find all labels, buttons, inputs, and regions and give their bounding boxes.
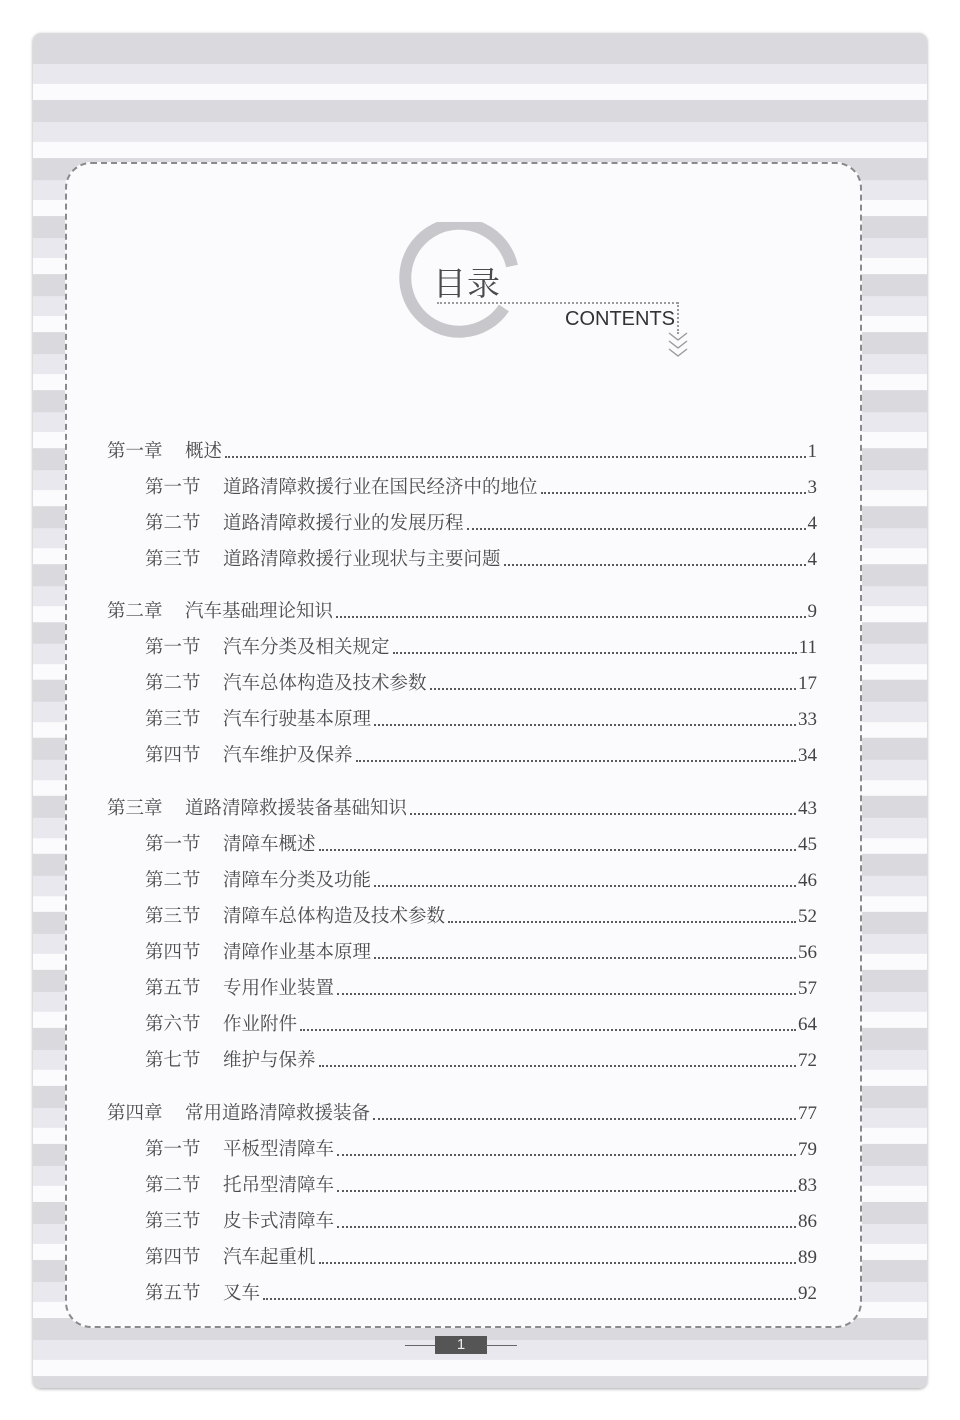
section-title: 平板型清障车	[223, 1139, 335, 1160]
dot-leader	[374, 885, 796, 887]
toc-section[interactable]	[145, 1010, 817, 1036]
section-label: 第七节	[145, 1050, 201, 1071]
toc-section[interactable]	[145, 1135, 817, 1161]
dot-leader	[319, 849, 796, 851]
page-number: 89	[798, 1247, 817, 1268]
section-label: 第四节	[145, 745, 201, 766]
dot-leader	[319, 1065, 796, 1067]
page-number: 92	[798, 1283, 817, 1304]
section-title: 汽车维护及保养	[223, 745, 353, 766]
page-number: 86	[798, 1211, 817, 1232]
toc-chapter-1[interactable]	[107, 437, 817, 463]
toc-section[interactable]	[145, 545, 817, 571]
section-title: 专用作业装置	[223, 978, 335, 999]
dot-leader	[337, 1190, 796, 1192]
section-title: 汽车行驶基本原理	[223, 709, 372, 730]
footer-rule-left	[405, 1345, 437, 1346]
dot-leader	[337, 1154, 796, 1156]
dot-leader	[374, 724, 796, 726]
section-label: 第三节	[145, 709, 201, 730]
section-title: 汽车分类及相关规定	[223, 637, 390, 658]
section-label: 第二节	[145, 1175, 201, 1196]
page-number: 77	[798, 1103, 817, 1124]
page-number: 43	[798, 798, 817, 819]
page-number: 83	[798, 1175, 817, 1196]
dot-leader	[430, 688, 796, 690]
page-number: 64	[798, 1014, 817, 1035]
section-label: 第四节	[145, 942, 201, 963]
page-title: 目录	[433, 264, 501, 303]
page-number: 11	[798, 637, 817, 658]
toc-section[interactable]	[145, 938, 817, 964]
section-label: 第一节	[145, 1139, 201, 1160]
dot-leader	[448, 921, 796, 923]
section-label: 第三节	[145, 549, 201, 570]
section-title: 清障车总体构造及技术参数	[223, 906, 446, 927]
page-number: 33	[798, 709, 817, 730]
page-number: 45	[798, 834, 817, 855]
section-title: 汽车起重机	[223, 1247, 316, 1268]
section-label: 第一节	[145, 834, 201, 855]
toc-section[interactable]	[145, 669, 817, 695]
toc-section[interactable]	[145, 902, 817, 928]
page-subtitle: CONTENTS	[565, 308, 675, 330]
toc-section[interactable]	[145, 1243, 817, 1269]
chapter-label: 第一章	[107, 441, 163, 462]
section-label: 第五节	[145, 1283, 201, 1304]
page-number: 9	[807, 601, 817, 622]
section-title: 道路清障救援行业现状与主要问题	[223, 549, 501, 570]
chapter-title: 汽车基础理论知识	[185, 601, 334, 622]
toc-section[interactable]	[145, 741, 817, 767]
section-title: 清障作业基本原理	[223, 942, 372, 963]
dot-leader	[373, 1118, 796, 1120]
chapter-label: 第四章	[107, 1103, 163, 1124]
dot-leader	[504, 564, 806, 566]
dot-leader	[410, 813, 796, 815]
dot-leader	[541, 492, 806, 494]
dot-leader	[319, 1262, 796, 1264]
toc-section[interactable]	[145, 830, 817, 856]
footer-rule-right	[485, 1345, 517, 1346]
page-number: 56	[798, 942, 817, 963]
chapter-title: 道路清障救援装备基础知识	[185, 798, 408, 819]
section-title: 托吊型清障车	[223, 1175, 335, 1196]
page-number: 72	[798, 1050, 817, 1071]
page-number-badge: 1	[435, 1336, 487, 1354]
toc-section[interactable]	[145, 1279, 817, 1305]
page-number: 1	[807, 441, 817, 462]
section-title: 清障车分类及功能	[223, 870, 372, 891]
page-number: 4	[807, 549, 817, 570]
decorative-dotted-line	[437, 302, 678, 304]
section-label: 第二节	[145, 513, 201, 534]
page-number: 79	[798, 1139, 817, 1160]
page-number: 34	[798, 745, 817, 766]
chevron-down-icon	[667, 330, 689, 360]
toc-section[interactable]	[145, 705, 817, 731]
section-title: 作业附件	[223, 1014, 298, 1035]
dot-leader	[356, 760, 796, 762]
dot-leader	[337, 1226, 796, 1228]
toc-chapter-4[interactable]	[107, 1099, 817, 1125]
section-title: 道路清障救援行业在国民经济中的地位	[223, 477, 538, 498]
toc-chapter-2[interactable]	[107, 597, 817, 623]
dot-leader	[374, 957, 796, 959]
toc-section[interactable]	[145, 866, 817, 892]
section-title: 皮卡式清障车	[223, 1211, 335, 1232]
section-label: 第三节	[145, 906, 201, 927]
dot-leader	[225, 456, 805, 458]
page-number: 57	[798, 978, 817, 999]
section-title: 维护与保养	[223, 1050, 316, 1071]
section-title: 清障车概述	[223, 834, 316, 855]
section-label: 第二节	[145, 870, 201, 891]
page-number: 52	[798, 906, 817, 927]
chapter-label: 第三章	[107, 798, 163, 819]
section-label: 第四节	[145, 1247, 201, 1268]
dot-leader	[300, 1029, 796, 1031]
section-label: 第五节	[145, 978, 201, 999]
chapter-title: 常用道路清障救援装备	[185, 1103, 371, 1124]
dot-leader	[393, 652, 797, 654]
toc-section[interactable]	[145, 509, 817, 535]
section-title: 道路清障救援行业的发展历程	[223, 513, 464, 534]
chapter-label: 第二章	[107, 601, 163, 622]
toc-section[interactable]	[145, 473, 817, 499]
toc-section[interactable]	[145, 1207, 817, 1233]
dot-leader	[337, 993, 796, 995]
toc-section[interactable]	[145, 974, 817, 1000]
section-label: 第六节	[145, 1014, 201, 1035]
toc-section[interactable]	[145, 633, 817, 659]
dot-leader	[263, 1298, 796, 1300]
section-title: 汽车总体构造及技术参数	[223, 673, 427, 694]
page-number: 4	[807, 513, 817, 534]
section-title: 叉车	[223, 1283, 261, 1304]
section-label: 第二节	[145, 673, 201, 694]
chapter-title: 概述	[185, 441, 223, 462]
page-number: 46	[798, 870, 817, 891]
section-label: 第一节	[145, 637, 201, 658]
section-label: 第三节	[145, 1211, 201, 1232]
page-number: 3	[807, 477, 817, 498]
toc-section[interactable]	[145, 1046, 817, 1072]
toc-section[interactable]	[145, 1171, 817, 1197]
dot-leader	[336, 616, 805, 618]
section-label: 第一节	[145, 477, 201, 498]
toc-chapter-3[interactable]	[107, 794, 817, 820]
page-number: 17	[798, 673, 817, 694]
dot-leader	[467, 528, 806, 530]
